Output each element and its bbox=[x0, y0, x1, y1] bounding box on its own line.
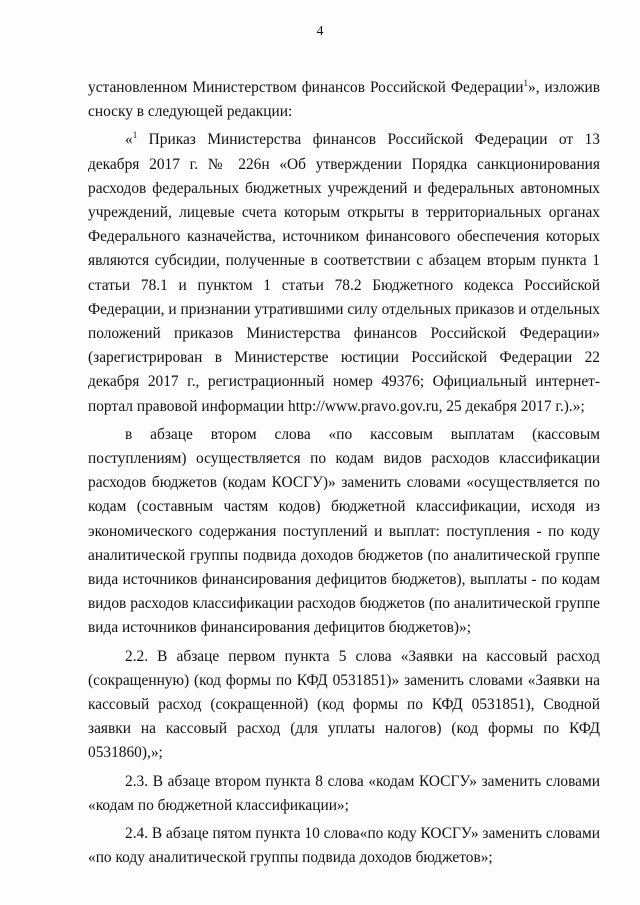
paragraph-text: », изложив сноску в следующей редакции: bbox=[88, 79, 600, 121]
paragraph-amendment: в абзаце втором слова «по кассовым выплатам (кассовым поступлениям) осуществляется по кодам видов расходов классификации расходов бюджетов (кодам КОСГУ)» заменить словами «осуществляется по кодам (составным частям кодов) бюджетной классификации, исходя из экономического содержания поступлений и выплат: поступления - по коду аналитической группы подвида доходов бюджетов (по аналитической группе вида источников финансирования дефицитов бюджетов), выплаты - по кодам видов расходов классификации расходов бюджетов (по аналитической группе вида источников финансирования дефицитов бюджетов)»; bbox=[88, 425, 600, 637]
paragraph-continuation bbox=[88, 76, 600, 124]
footnote-marker: 1 bbox=[132, 130, 138, 141]
paragraph-item-2-3: 2.3. В абзаце втором пункта 8 слова «кодам КОСГУ» заменить словами «кодам по бюджетной классификации»; bbox=[88, 772, 600, 814]
paragraph-item-2-4: 2.4. В абзаце пятом пункта 10 слова«по коду КОСГУ» заменить словами «по коду аналитической группы подвида доходов бюджетов»; bbox=[88, 825, 600, 867]
paragraph-text: установленном Министерством финансов Российской Федерации bbox=[88, 79, 524, 96]
page-number: 4 bbox=[316, 24, 324, 39]
paragraph-text: « bbox=[125, 131, 133, 149]
paragraph-item-2-2: 2.2. В абзаце первом пункта 5 слова «Заявки на кассовый расход (сокращенную) (код формы по КФД 0531851)» заменить словами «Заявки на кассовый расход (сокращенной) (код формы по КФД 0531851), Сводной заявки на кассовый расход (для уплаты налогов) (код формы по КФД 0531860),»; bbox=[88, 647, 600, 762]
document-body bbox=[88, 76, 600, 875]
paragraph-footnote bbox=[88, 128, 600, 418]
footnote-marker: 1 bbox=[523, 78, 529, 88]
paragraph-text: Приказ Министерства финансов Российской Федерации от 13 декабря 2017 г. № 226н «Об утверждении Порядка санкционирования расходов федеральных бюджетных учреждений и федеральных автономных учреждений, лицевые счета которым открыты в территориальных органах Федерального казначейства, источником финансового обеспечения которых являются субсидии, полученные в соответствии с абзацем вторым пункта 1 статьи 78.1 и пунктом 1 статьи 78.2 Бюджетного кодекса Российской Федерации, и признании утратившими силу отдельных приказов и отдельных положений приказов Министерства финансов Российской Федерации» (зарегистрирован в Министерстве юстиции Российской Федерации 22 декабря 2017 г., регистрационный номер 49376; Официальный интернет-портал правовой информации http://www.pravo.gov.ru, 25 декабря 2017 г.).»; bbox=[88, 131, 600, 415]
